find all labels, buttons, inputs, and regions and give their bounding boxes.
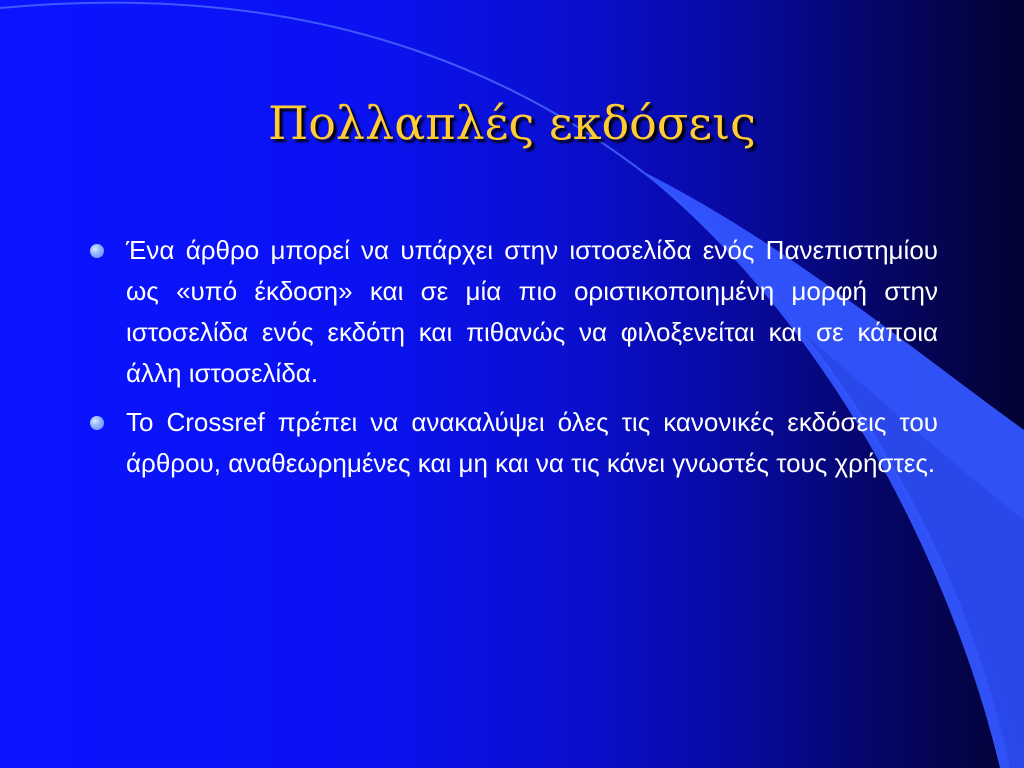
bullet-list [88,230,938,492]
bullet-text: Ένα άρθρο μπορεί να υπάρχει στην ιστοσελίδα ενός Πανεπιστημίου ως «υπό έκδοση» και σε μία πιο οριστικοποιημένη μορφή στην ιστοσελίδα ενός εκδότη και πιθανώς να φιλοξενείται και σε κάποια άλλη ιστοσελίδα. [126,235,938,388]
bullet-item [88,230,938,394]
bullet-icon [90,416,104,430]
bullet-icon [90,244,104,258]
slide-title: Πολλαπλές εκδόσεις [268,96,756,150]
bullet-text: Το Crossref πρέπει να ανακαλύψει όλες τις κανονικές εκδόσεις του άρθρου, αναθεωρημένες και μη και να τις κάνει γνωστές τους χρήστες. [126,407,938,478]
bullet-item [88,402,938,484]
